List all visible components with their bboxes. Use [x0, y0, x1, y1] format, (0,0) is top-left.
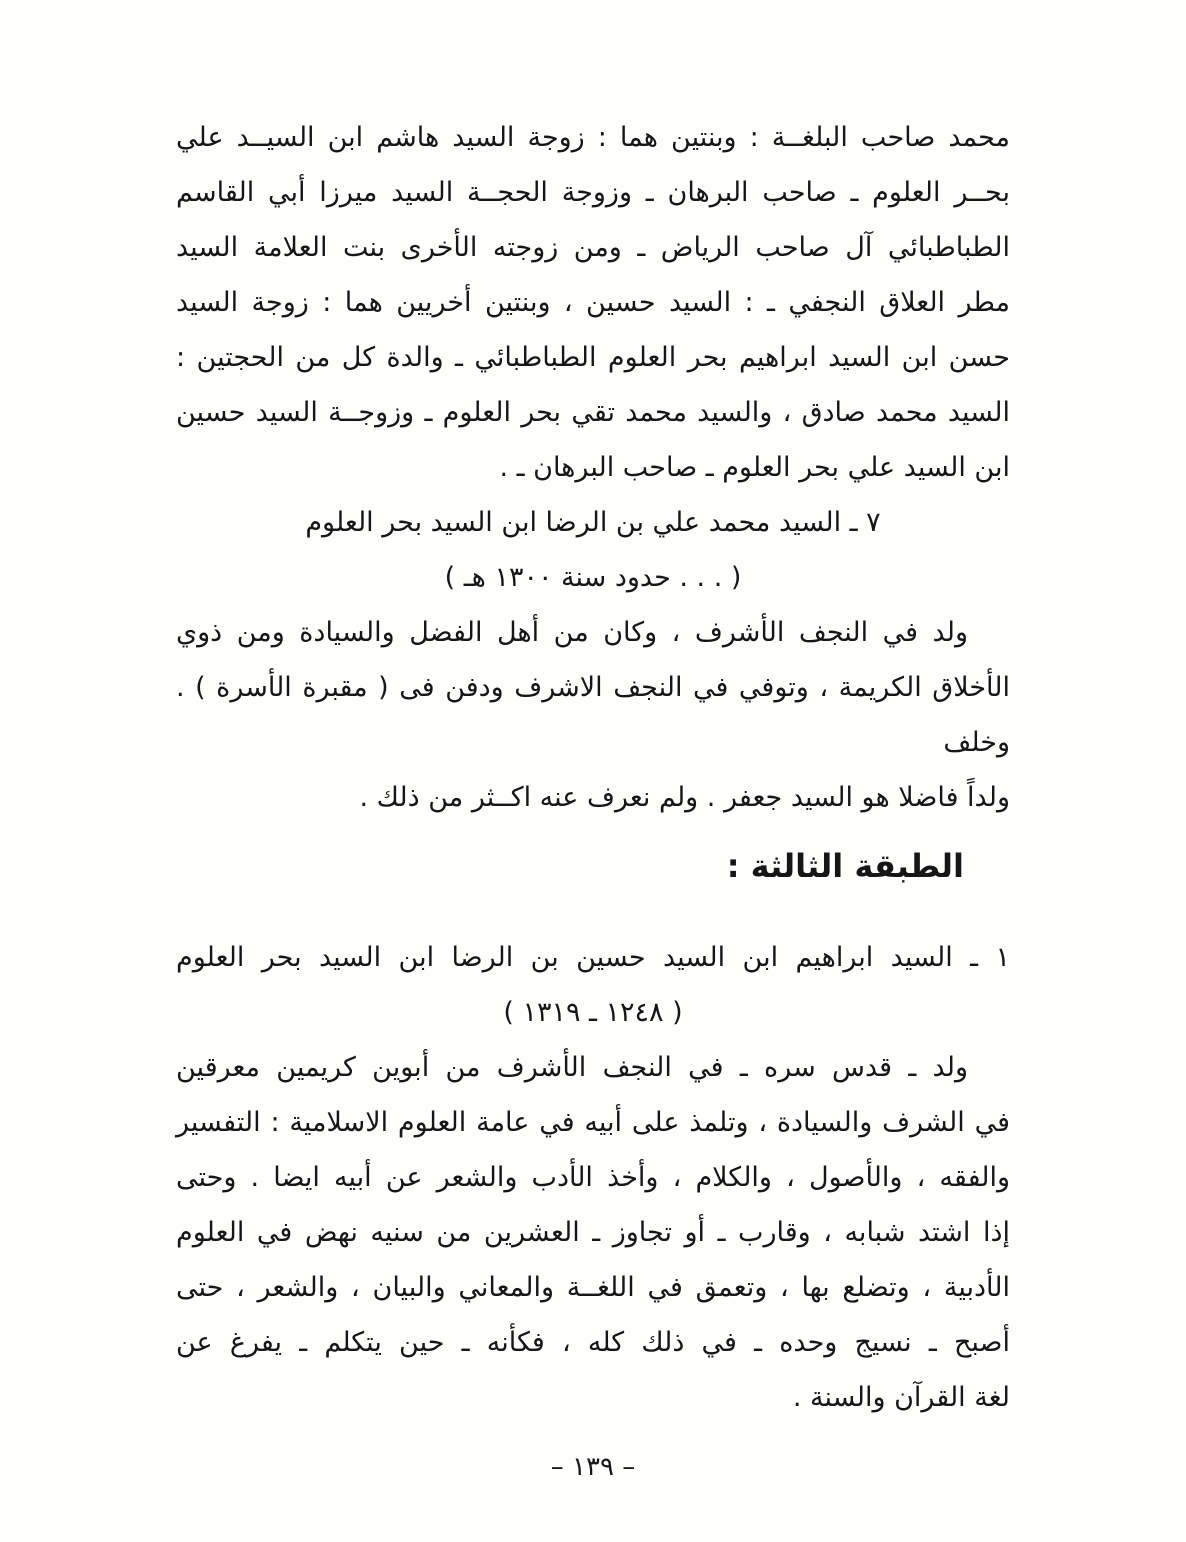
paragraph-line: والفقه ، والأصول ، والكلام ، وأخذ الأدب والشعر عن أبيه ايضا . وحتى	[176, 1162, 1010, 1193]
paragraph-line: الطباطبائي آل صاحب الرياض ـ ومن زوجته الأخرى بنت العلامة السيد	[176, 232, 1010, 263]
paragraph-line: الأدبية ، وتضلع بها ، وتعمق في اللغــة والمعاني والبيان ، والشعر ، حتى	[176, 1272, 1010, 1303]
paragraph-line: السيد محمد صادق ، والسيد محمد تقي بحر العلوم ـ وزوجــة السيد حسين	[176, 397, 1010, 428]
paragraph-line: في الشرف والسيادة ، وتلمذ على أبيه في عامة العلوم الاسلامية : التفسير	[176, 1107, 1010, 1138]
paragraph-line: ولداً فاضلا هو السيد جعفر . ولم نعرف عنه اكــثر من ذلك .	[359, 782, 1010, 813]
paragraph-line: لغة القرآن والسنة .	[792, 1382, 1010, 1413]
section-heading: الطبقة الثالثة :	[726, 847, 964, 885]
paragraph-line: بحــر العلوم ـ صاحب البرهان ـ وزوجة الحجــة السيد ميرزا أبي القاسم	[176, 177, 1010, 208]
paragraph-line: إذا اشتد شبابه ، وقارب ـ أو تجاوز ـ العشرين من سنيه نهض في العلوم	[176, 1217, 1010, 1248]
entry-7-dates: ( . . . حدود سنة ١٣٠٠ هـ )	[444, 562, 742, 593]
paragraph-line: حسن ابن السيد ابراهيم بحر العلوم الطباطبائي ـ والدة كل من الحجتين :	[176, 342, 1010, 373]
entry-1-title: ١ ـ السيد ابراهيم ابن السيد حسين بن الرضا ابن السيد بحر العلوم	[176, 942, 1010, 973]
page-number: – ١٣٩ –	[550, 1452, 636, 1482]
paragraph-line: ولد ـ قدس سره ـ في النجف الأشرف من أبوين كريمين معرقين	[176, 1052, 968, 1083]
paragraph-line: مطر العلاق النجفي ـ : السيد حسين ، وبنتين أخريين هما : زوجة السيد	[176, 287, 1010, 318]
entry-7-title: ٧ ـ السيد محمد علي بن الرضا ابن السيد بحر العلوم	[305, 507, 881, 538]
page-text-block	[176, 110, 1010, 1487]
entry-1-dates: ( ١٢٤٨ ـ ١٣١٩ )	[503, 997, 683, 1028]
paragraph-line: أصبح ـ نسيج وحده ـ في ذلك كله ، فكأنه ـ حين يتكلم ـ يفرغ عن	[176, 1327, 1010, 1358]
paragraph-line: ابن السيد علي بحر العلوم ـ صاحب البرهان ـ .	[499, 452, 1010, 483]
paragraph-line: محمد صاحب البلغــة : وبنتين هما : زوجة السيد هاشم ابن السيــد علي	[176, 122, 1010, 153]
paragraph-line: الأخلاق الكريمة ، وتوفي في النجف الاشرف ودفن فى ( مقبرة الأسرة ) . وخلف	[176, 672, 1010, 758]
paragraph-line: ولد في النجف الأشرف ، وكان من أهل الفضل والسيادة ومن ذوي	[176, 617, 968, 648]
